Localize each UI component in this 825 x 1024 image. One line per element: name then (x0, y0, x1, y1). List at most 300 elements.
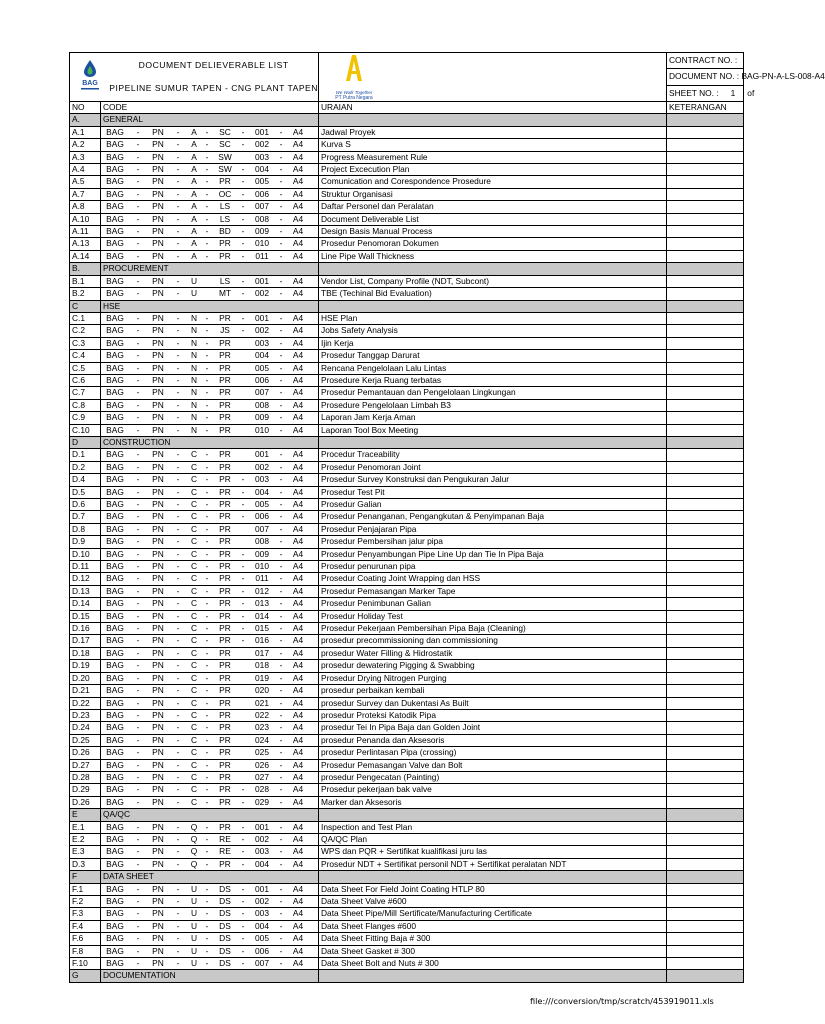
code-part: C (190, 784, 198, 795)
code-part: - (241, 164, 245, 175)
row-code (101, 250, 319, 262)
code-part: - (136, 734, 140, 745)
code-part: 007 (255, 958, 269, 969)
row-no: C.1 (70, 312, 101, 324)
table-row (70, 350, 744, 362)
code-part: A4 (292, 548, 304, 559)
code-part: PR (219, 474, 231, 485)
row-code (101, 474, 319, 486)
row-code (101, 771, 319, 783)
row-keterangan (667, 747, 744, 759)
code-part: A4 (292, 201, 304, 212)
code-part: BAG (106, 424, 124, 435)
row-no: D.13 (70, 585, 101, 597)
row-uraian: Line Pipe Wall Thickness (319, 250, 667, 262)
row-code (101, 660, 319, 672)
code-part: PN (152, 126, 164, 137)
code-part: 008 (255, 213, 269, 224)
code-part: - (136, 213, 140, 224)
code-part: 012 (255, 585, 269, 596)
code-part: A4 (292, 821, 304, 832)
row-no: F.6 (70, 933, 101, 945)
row-keterangan (667, 362, 744, 374)
document-no-cell (667, 69, 825, 85)
code-part: 006 (255, 374, 269, 385)
code-part: - (205, 399, 209, 410)
row-code (101, 846, 319, 858)
code-part: A4 (292, 709, 304, 720)
code-part: 006 (255, 945, 269, 956)
code-part: - (279, 399, 283, 410)
code-part: - (136, 325, 140, 336)
code-part: - (279, 920, 283, 931)
code-part: - (205, 846, 209, 857)
code-part: PN (152, 561, 164, 572)
row-no: D.1 (70, 449, 101, 461)
code-part: - (205, 883, 209, 894)
code-part: 023 (255, 722, 269, 733)
row-code (101, 374, 319, 386)
code-part: - (136, 958, 140, 969)
code-part: U (190, 896, 198, 906)
code-part: 029 (255, 796, 269, 807)
code-part: LS (219, 275, 231, 286)
code-part: U (190, 958, 198, 969)
row-no: D.16 (70, 623, 101, 635)
code-part: - (279, 362, 283, 373)
table-row (70, 412, 744, 424)
code-part: - (176, 747, 180, 758)
code-part: - (205, 610, 209, 621)
code-part: PN (152, 226, 164, 237)
row-keterangan (667, 350, 744, 362)
table-row (70, 610, 744, 622)
table-row (70, 561, 744, 573)
code-part: - (205, 176, 209, 187)
code-part: - (279, 250, 283, 261)
row-keterangan (667, 188, 744, 200)
section-row (70, 114, 744, 126)
code-part: - (205, 201, 209, 212)
row-no: D.28 (70, 771, 101, 783)
code-part: - (136, 387, 140, 398)
row-keterangan (667, 660, 744, 672)
code-part: PN (152, 275, 164, 286)
code-part: PN (152, 709, 164, 720)
code-part: - (176, 635, 180, 646)
code-part: - (205, 920, 209, 931)
row-uraian: Prosedur Penomoran Joint (319, 461, 667, 473)
section-title: QA/QC (101, 809, 319, 821)
code-part: N (190, 399, 198, 410)
code-part: A (191, 139, 197, 150)
code-part: A4 (292, 920, 304, 931)
code-part: BAG (106, 387, 124, 398)
row-uraian: WPS dan PQR + Sertifikat kualifikasi juru las (319, 846, 667, 858)
code-part: C (190, 685, 198, 696)
code-part: 022 (255, 709, 269, 720)
code-part: 006 (255, 511, 269, 522)
row-code (101, 387, 319, 399)
code-part: - (205, 548, 209, 559)
row-code (101, 734, 319, 746)
row-uraian: prosedur Penanda dan Aksesoris (319, 734, 667, 746)
section-keterangan (667, 970, 744, 982)
row-code (101, 213, 319, 225)
code-part: A4 (292, 226, 304, 237)
code-part: PR (219, 511, 231, 522)
code-part: - (205, 325, 209, 336)
code-part: PN (152, 796, 164, 807)
code-part: - (176, 176, 180, 187)
row-code (101, 139, 319, 151)
code-part: - (279, 722, 283, 733)
code-part: - (241, 325, 245, 336)
code-part: - (279, 151, 283, 162)
code-part: PR (219, 709, 231, 720)
row-keterangan (667, 908, 744, 920)
code-part: - (279, 846, 283, 857)
table-row (70, 387, 744, 399)
code-part: - (279, 449, 283, 460)
section-no: C (70, 300, 101, 312)
code-part: - (241, 499, 245, 509)
code-part: - (279, 685, 283, 696)
code-part: A4 (292, 933, 304, 944)
code-part: SC (219, 139, 231, 150)
code-part: - (136, 374, 140, 385)
code-part: PN (152, 164, 164, 175)
code-part: A4 (292, 771, 304, 782)
row-no: D.6 (70, 499, 101, 511)
row-no: D.17 (70, 635, 101, 647)
code-part: - (136, 747, 140, 758)
code-part: A4 (292, 908, 304, 919)
code-part: 005 (255, 933, 269, 944)
code-part: PN (152, 312, 164, 323)
code-part: PR (219, 784, 231, 795)
table-row (70, 685, 744, 697)
section-keterangan (667, 263, 744, 275)
code-part: - (176, 821, 180, 832)
code-part: - (205, 858, 209, 869)
code-part: - (136, 511, 140, 522)
code-part: Q (190, 846, 198, 857)
code-part: A4 (292, 275, 304, 286)
row-no: D.24 (70, 722, 101, 734)
row-no: A.8 (70, 201, 101, 213)
table-row (70, 424, 744, 436)
code-part: A4 (292, 499, 304, 509)
code-part: - (241, 623, 245, 634)
row-no: D.5 (70, 486, 101, 498)
code-part: - (205, 908, 209, 919)
row-keterangan (667, 449, 744, 461)
code-part: - (241, 238, 245, 249)
code-part: RE (219, 846, 231, 857)
code-part: U (190, 908, 198, 919)
code-part: - (279, 139, 283, 150)
code-part: A4 (292, 288, 304, 299)
code-part: PN (152, 449, 164, 460)
code-part: U (190, 275, 198, 286)
code-part: A4 (292, 139, 304, 150)
row-no: A.10 (70, 213, 101, 225)
code-part: BAG (106, 176, 124, 187)
row-code (101, 958, 319, 970)
row-keterangan (667, 697, 744, 709)
row-no: E.2 (70, 833, 101, 845)
putra-negara-logo (319, 53, 389, 101)
row-no: C.2 (70, 325, 101, 337)
code-part: - (241, 474, 245, 485)
code-part: BAG (106, 536, 124, 547)
section-row (70, 436, 744, 448)
table-row (70, 213, 744, 225)
section-row (70, 263, 744, 275)
code-part: - (241, 821, 245, 832)
code-part: - (136, 226, 140, 237)
row-no: D.25 (70, 734, 101, 746)
code-part: LS (219, 201, 231, 212)
table-row (70, 288, 744, 300)
row-no: D.14 (70, 598, 101, 610)
table-row (70, 399, 744, 411)
row-keterangan (667, 722, 744, 734)
code-part: 002 (255, 139, 269, 150)
table-row (70, 449, 744, 461)
code-part: - (136, 523, 140, 534)
code-part: - (176, 139, 180, 150)
row-no: E.1 (70, 821, 101, 833)
row-no: F.10 (70, 958, 101, 970)
table-row (70, 920, 744, 932)
code-part: - (205, 697, 209, 708)
code-part: A4 (292, 660, 304, 671)
code-part: - (279, 188, 283, 199)
code-part: PR (219, 672, 231, 683)
code-part: - (205, 833, 209, 844)
row-keterangan (667, 238, 744, 250)
code-part: N (190, 387, 198, 398)
code-part: 013 (255, 598, 269, 609)
code-part: BAG (106, 548, 124, 559)
row-uraian: Marker dan Aksesoris (319, 796, 667, 808)
code-part: - (176, 188, 180, 199)
row-keterangan (667, 896, 744, 908)
code-part: C (190, 759, 198, 770)
sheet-no-label: SHEET NO. : (669, 87, 719, 98)
code-part: A (191, 188, 197, 199)
row-no: C.6 (70, 374, 101, 386)
table-row (70, 945, 744, 957)
code-part: - (279, 548, 283, 559)
code-part: - (241, 908, 245, 919)
code-part: BAG (106, 846, 124, 857)
code-part: - (176, 325, 180, 336)
code-part: PN (152, 945, 164, 956)
table-row (70, 846, 744, 858)
code-part: PN (152, 238, 164, 249)
code-part: - (176, 213, 180, 224)
row-keterangan (667, 883, 744, 895)
code-part: BAG (106, 238, 124, 249)
code-part: - (176, 784, 180, 795)
code-part: - (205, 461, 209, 472)
code-part: BAG (106, 374, 124, 385)
code-part: PN (152, 660, 164, 671)
code-part: PR (219, 362, 231, 373)
code-part: - (241, 275, 245, 286)
row-no: C.8 (70, 399, 101, 411)
section-title: DOCUMENTATION (101, 970, 319, 982)
code-part: 001 (255, 449, 269, 460)
code-part: - (279, 238, 283, 249)
code-part: BAG (106, 784, 124, 795)
code-part: - (136, 610, 140, 621)
row-uraian: Jadwal Proyek (319, 126, 667, 138)
table-row (70, 250, 744, 262)
code-part: A (191, 164, 197, 175)
code-part: - (279, 598, 283, 609)
code-part: PN (152, 424, 164, 435)
code-part: PR (219, 685, 231, 696)
code-part: - (176, 399, 180, 410)
code-part: C (190, 623, 198, 634)
code-part: - (205, 499, 209, 509)
code-part: 015 (255, 623, 269, 634)
row-code (101, 325, 319, 337)
row-no: D.26 (70, 747, 101, 759)
code-part: - (241, 486, 245, 497)
row-uraian: HSE Plan (319, 312, 667, 324)
code-part: N (190, 374, 198, 385)
table-row (70, 362, 744, 374)
code-part: - (136, 573, 140, 584)
code-part: - (241, 226, 245, 237)
code-part: - (241, 561, 245, 572)
row-uraian: Prosedure Pengelolaan Limbah B3 (319, 399, 667, 411)
code-part: - (176, 896, 180, 906)
code-part: - (205, 784, 209, 795)
code-part: A4 (292, 685, 304, 696)
code-part: A4 (292, 722, 304, 733)
code-part: PR (219, 573, 231, 584)
code-part: - (279, 734, 283, 745)
code-part: - (205, 151, 209, 162)
code-part: - (176, 585, 180, 596)
code-part: PN (152, 213, 164, 224)
code-part: - (205, 226, 209, 237)
putra-negara-logo-cell (319, 53, 667, 102)
code-part: - (136, 623, 140, 634)
code-part: - (279, 623, 283, 634)
code-part: - (176, 610, 180, 621)
row-no: F.2 (70, 896, 101, 908)
code-part: 005 (255, 176, 269, 187)
code-part: C (190, 771, 198, 782)
code-part: - (176, 201, 180, 212)
code-part: BAG (106, 474, 124, 485)
row-no: D.9 (70, 536, 101, 548)
code-part: - (279, 561, 283, 572)
row-code (101, 164, 319, 176)
code-part: - (205, 449, 209, 460)
code-part: - (176, 288, 180, 299)
section-title: CONSTRUCTION (101, 436, 319, 448)
row-uraian: Laporan Jam Kerja Aman (319, 412, 667, 424)
table-row (70, 796, 744, 808)
code-part: PR (219, 858, 231, 869)
code-part: - (279, 164, 283, 175)
code-part: BAG (106, 486, 124, 497)
code-part: - (279, 312, 283, 323)
code-part: - (279, 858, 283, 869)
code-part: - (279, 896, 283, 906)
code-part: PR (219, 598, 231, 609)
row-keterangan (667, 201, 744, 213)
row-keterangan (667, 288, 744, 300)
code-part: - (241, 139, 245, 150)
project-title: PIPELINE SUMUR TAPEN - CNG PLANT TAPEN (109, 83, 318, 93)
table-row (70, 883, 744, 895)
code-part: C (190, 635, 198, 646)
code-part: A4 (292, 449, 304, 460)
code-part: BAG (106, 250, 124, 261)
code-part: - (136, 139, 140, 150)
code-part: - (279, 511, 283, 522)
code-part: - (205, 759, 209, 770)
code-part: - (176, 461, 180, 472)
row-uraian: prosedur Pengecatan (Painting) (319, 771, 667, 783)
code-part: 010 (255, 561, 269, 572)
code-part: PN (152, 734, 164, 745)
row-uraian: Prosedur Pemantauan dan Pengelolaan Lingkungan (319, 387, 667, 399)
code-part: - (136, 722, 140, 733)
code-part: - (241, 958, 245, 969)
code-part: - (279, 933, 283, 944)
code-part: BAG (106, 585, 124, 596)
code-part: - (205, 486, 209, 497)
code-part: 001 (255, 312, 269, 323)
code-part: - (241, 858, 245, 869)
code-part: SW (218, 164, 232, 175)
code-part: - (279, 610, 283, 621)
row-uraian: QA/QC Plan (319, 833, 667, 845)
code-part: - (279, 833, 283, 844)
section-row (70, 871, 744, 883)
putra-negara-logo-icon (334, 53, 374, 87)
code-part: PN (152, 672, 164, 683)
code-part: A4 (292, 238, 304, 249)
logo-tagline: We Walk Together (335, 90, 373, 96)
code-part: C (190, 523, 198, 534)
code-part: - (176, 126, 180, 137)
row-no: F.1 (70, 883, 101, 895)
code-part: - (176, 598, 180, 609)
code-part: C (190, 573, 198, 584)
code-part: BAG (106, 672, 124, 683)
code-part: PN (152, 585, 164, 596)
code-part: - (176, 734, 180, 745)
code-part: PR (219, 610, 231, 621)
code-part: - (176, 933, 180, 944)
code-part: PR (219, 412, 231, 423)
code-part: 009 (255, 412, 269, 423)
code-part: - (205, 685, 209, 696)
row-uraian: Rencana Pengelolaan Lalu Lintas (319, 362, 667, 374)
code-part: OC (218, 188, 232, 199)
